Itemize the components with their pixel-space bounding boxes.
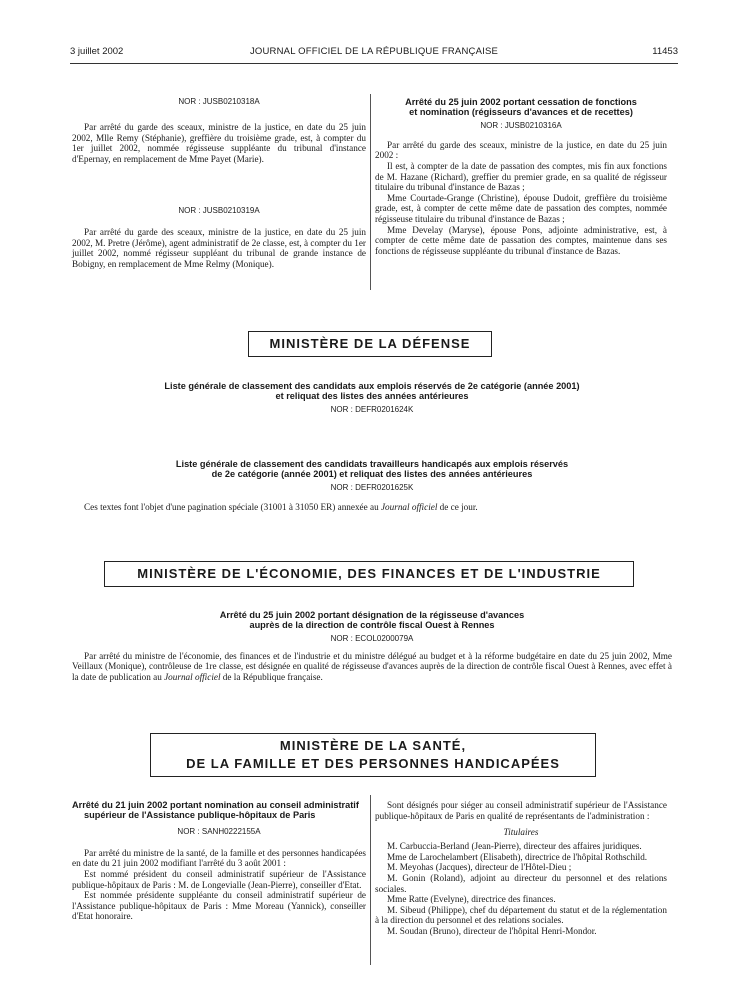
column-divider-top	[370, 94, 371, 290]
block-a	[72, 97, 366, 164]
journal-officiel-ref: Journal officiel	[164, 672, 221, 682]
list-title-line: Liste générale de classement des candidats aux emplois réservés de 2e catégorie (année 2001)	[164, 381, 580, 391]
defense-list-2	[72, 459, 672, 512]
header-date: 3 juillet 2002	[70, 46, 124, 57]
column-divider-bottom	[370, 795, 371, 965]
nor-reference: NOR : JUSB0210318A	[178, 97, 260, 106]
nor-reference: NOR : JUSB0210316A	[480, 120, 562, 130]
nor-reference: NOR : ECOL0200079A	[330, 633, 414, 643]
member-entry: M. Meyohas (Jacques), directeur de l'Hôtel-Dieu ;	[387, 862, 572, 873]
block-c	[375, 97, 667, 256]
ministry-heading-line: MINISTÈRE DE LA SANTÉ,	[279, 738, 467, 753]
header-title: JOURNAL OFFICIEL DE LA RÉPUBLIQUE FRANÇAISE	[249, 46, 499, 57]
list-title	[72, 459, 672, 480]
list-title-line: Liste générale de classement des candidats travailleurs handicapés aux emplois réservés	[175, 459, 569, 469]
nor-reference: NOR : DEFR0201624K	[330, 404, 414, 414]
decree-title-line: et nomination (régisseurs d'avances et de recettes)	[409, 107, 633, 118]
nor-reference: NOR : DEFR0201625K	[330, 482, 414, 492]
decree-title-line: auprès de la direction de contrôle fiscal Ouest à Rennes	[249, 620, 495, 631]
economie-decree	[72, 610, 672, 683]
note-text: Ces textes font l'objet d'une pagination spéciale (31001 à 31050 ER) annexée au	[84, 501, 381, 512]
ministry-heading-line: DE LA FAMILLE ET DES PERSONNES HANDICAPÉES	[186, 756, 560, 771]
decree-paragraph: Mme Develay (Maryse), épouse Pons, adjointe administrative, est, à compter de cette même date de passation des comptes, maintenue dans ses fonctions de régisseuse suppléante du tribunal d'instance de Bazas.	[375, 224, 667, 256]
decree-paragraph: Est nommée présidente suppléante du conseil administratif supérieur de l'Assistance publique-hôpitaux de Paris : Mme Moreau (Yannick), conseiller d'Etat honoraire.	[72, 890, 366, 922]
decree-title	[375, 97, 667, 118]
decree-title: Arrêté du 21 juin 2002 portant nomination au conseil administratif supérieur de l'Assistance publique-hôpitaux de Paris	[72, 800, 359, 821]
list-title-line: et reliquat des listes des années antérieures	[275, 391, 469, 402]
ministry-heading-sante	[150, 733, 596, 777]
list-title-line: de 2e catégorie (année 2001) et reliquat des listes des années antérieures	[211, 469, 533, 480]
page-header	[70, 46, 678, 62]
decree-intro: Par arrêté du ministre de la santé, de la famille et des personnes handicapées en date du 21 juin 2002 modifiant l'arrêté du 3 août 2001 :	[72, 847, 366, 869]
decree-text: de la République française.	[220, 672, 323, 682]
block-b	[72, 206, 366, 269]
ministry-heading-economie: MINISTÈRE DE L'ÉCONOMIE, DES FINANCES ET DE L'INDUSTRIE	[104, 561, 634, 587]
decree-paragraph: Est nommé président du conseil administratif supérieur de l'Assistance publique-hôpitaux de Paris : M. de Longevialle (Jean-Pierre), conseiller d'Etat.	[72, 869, 366, 890]
list-title	[72, 381, 672, 402]
member-entry: Mme de Larochelambert (Elisabeth), directrice de l'hôpital Rothschild.	[387, 851, 648, 862]
note-text: de ce jour.	[437, 501, 478, 512]
defense-list-1	[72, 381, 672, 414]
member-entry: Mme Ratte (Evelyne), directrice des finances.	[387, 894, 556, 905]
nor-reference: NOR : SANH0222155A	[177, 826, 261, 836]
member-entry: M. Gonin (Roland), adjoint au directeur du personnel et des relations sociales.	[375, 872, 667, 894]
header-page-number: 11453	[652, 46, 678, 57]
member-entry: M. Soudan (Bruno), directeur de l'hôpital Henri-Mondor.	[387, 925, 597, 936]
decree-paragraph: Il est, à compter de la date de passation des comptes, mis fin aux fonctions de M. Hazane (Richard), greffier du premier grade, en sa qualité de régisseur titulaire du tribunal d'instance de Bazas ;	[375, 161, 667, 193]
decree-paragraph: Mme Courtade-Grange (Christine), épouse Dudoit, greffière du troisième grade, est, à compter de cette même date de passation des comptes, nommée régisseuse titulaire du tribunal d'instance de Bazas ;	[375, 192, 667, 224]
nor-reference: NOR : JUSB0210319A	[178, 206, 260, 215]
sante-right-block	[375, 800, 667, 937]
journal-officiel-ref: Journal officiel	[380, 501, 438, 512]
ministry-heading-defense: MINISTÈRE DE LA DÉFENSE	[248, 331, 492, 357]
decree-title-line: Arrêté du 25 juin 2002 portant cessation de fonctions	[405, 97, 637, 107]
member-entry: M. Sibeud (Philippe), chef du département du statut et de la réglementation à la direction du personnel et des relations sociales.	[375, 904, 667, 926]
decree-text: Par arrêté du ministre de l'économie, des finances et de l'industrie et du ministre délégué au budget et à la réforme budgétaire en date du 25 juin 2002, Mme Veillaux (Monique), contrôleuse de 1re classe, est désignée en qualité de régisseuse d'avances auprès de la direction de contrôle fiscal Ouest à Rennes, avec effet à la date de publication au	[72, 650, 672, 682]
sante-left-block	[72, 800, 366, 922]
decree-title-line: Arrêté du 25 juin 2002 portant désignation de la régisseuse d'avances	[219, 610, 525, 620]
decree-intro: Par arrêté du garde des sceaux, ministre de la justice, en date du 25 juin 2002 :	[375, 139, 667, 161]
decree-title	[72, 610, 672, 631]
header-rule	[70, 63, 678, 64]
block-a-text: Par arrêté du garde des sceaux, ministre de la justice, en date du 25 juin 2002, Mlle Remy (Stéphanie), greffière du troisième grade, est, à compter du 1er juillet 2002, nommée régisseuse suppléante du tribunal d'instance d'Epernay, en remplacement de Mme Payet (Marie).	[72, 122, 366, 164]
defense-note	[72, 502, 672, 513]
member-entry: M. Carbuccia-Berland (Jean-Pierre), directeur des affaires juridiques.	[387, 841, 642, 852]
designation-intro: Sont désignés pour siéger au conseil administratif supérieur de l'Assistance publique-hôpitaux de Paris en qualité de représentants de l'administration :	[375, 800, 667, 821]
titulaires-subhead: Titulaires	[503, 827, 539, 838]
economie-text	[72, 651, 672, 683]
block-b-text: Par arrêté du garde des sceaux, ministre de la justice, en date du 25 juin 2002, M. Pretre (Jérôme), agent administratif de 2e classe, est, à compter du 1er juillet 2002, nommé régisseur suppléant du tribunal de grande instance de Bobigny, en remplacement de Mme Relmy (Monique).	[72, 227, 366, 269]
